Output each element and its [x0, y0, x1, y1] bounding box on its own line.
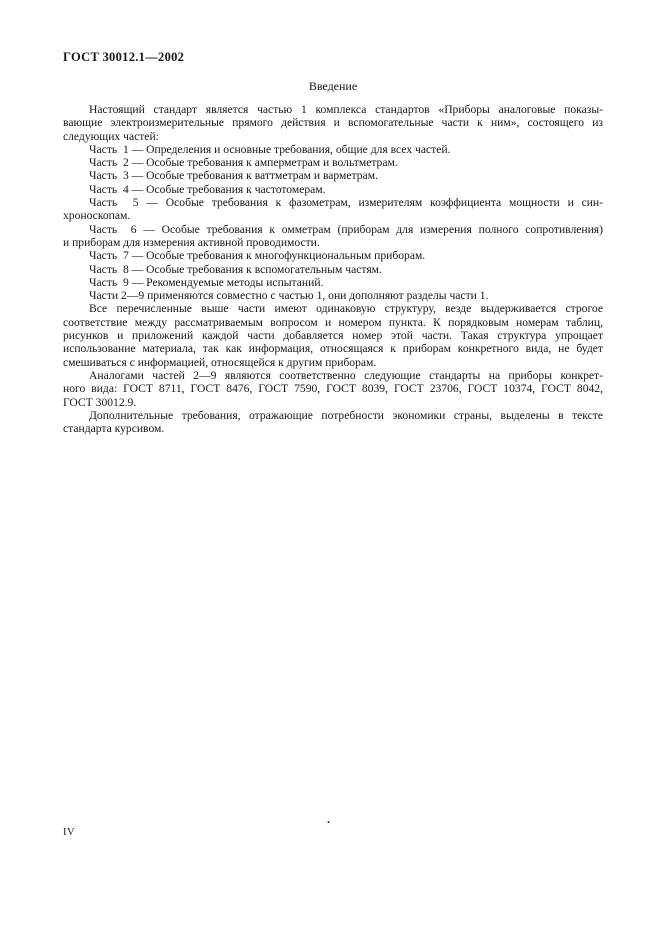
text-line: стандарта курсивом. — [63, 422, 165, 436]
text-line: рисунков и приложений каждой части добавляется номер этой части. Такая структура упрощает — [63, 329, 603, 343]
paragraph — [63, 103, 603, 143]
text-line: Часть 8 — Особые требования к вспомогательным частям. — [89, 262, 382, 276]
paragraph — [63, 156, 603, 169]
text-line: Настоящий стандарт является частью 1 комплекса стандартов «Приборы аналоговые показы- — [89, 103, 603, 116]
text-line: Часть 4 — Особые требования к частотомерам. — [89, 182, 326, 196]
paragraph — [63, 223, 603, 250]
text-line: Часть 5 — Особые требования к фазометрам, измерителям коэффициента мощности и син- — [89, 196, 603, 210]
text-line: Часть 7 — Особые требования к многофункциональным приборам. — [89, 249, 426, 263]
text-line: ГОСТ 30012.9. — [63, 395, 137, 409]
paragraph — [63, 302, 603, 368]
text-line: Аналогами частей 2—9 являются соответственно следующие стандарты на приборы конкрет- — [89, 368, 603, 382]
document-body — [63, 103, 603, 435]
text-line: Часть 9 — Рекомендуемые методы испытаний. — [89, 275, 324, 289]
paragraph — [63, 369, 603, 409]
text-line: и приборам для измерения активной проводимости. — [63, 235, 320, 249]
paragraph — [63, 276, 603, 289]
page-number: IV — [63, 827, 76, 838]
paragraph — [63, 249, 603, 262]
text-line: вающие электроизмерительные прямого действия и вспомогательные части к ним», состоящего из — [63, 116, 603, 130]
text-line: Часть 2 — Особые требования к амперметрам и вольтметрам. — [89, 156, 398, 170]
paragraph — [63, 196, 603, 223]
text-line: смешиваться с информацией, относящейся к другим приборам. — [63, 355, 377, 369]
text-line: Часть 1 — Определения и основные требования, общие для всех частей. — [89, 142, 451, 156]
text-line: Часть 6 — Особые требования к омметрам (приборам для измерения полного сопротивления) — [89, 222, 603, 236]
text-line: Все перечисленные выше части имеют одинаковую структуру, везде выдерживается строгое — [89, 302, 603, 316]
text-line: Часть 3 — Особые требования к ваттметрам и варметрам. — [89, 169, 378, 183]
text-line: соответствие между рассматриваемым вопросом и номером пункта. К порядковым номерам таблиц, — [63, 315, 603, 329]
text-line: следующих частей: — [63, 129, 159, 143]
paragraph — [63, 169, 603, 182]
paragraph — [63, 183, 603, 196]
text-line: использование материала, так как информация, относящаяся к приборам конкретного вида, не будет — [63, 342, 603, 356]
paragraph — [63, 143, 603, 156]
text-line: ного вида: ГОСТ 8711, ГОСТ 8476, ГОСТ 7590, ГОСТ 8039, ГОСТ 23706, ГОСТ 10374, ГОСТ 8042, — [63, 382, 603, 396]
stray-dot-mark: . — [327, 812, 330, 826]
section-title: Введение — [308, 79, 358, 93]
paragraph — [63, 409, 603, 436]
paragraph — [63, 289, 603, 302]
document-header: ГОСТ 30012.1—2002 — [63, 50, 185, 64]
text-line: хроноскопам. — [63, 209, 131, 223]
text-line: Дополнительные требования, отражающие потребности экономики страны, выделены в тексте — [89, 408, 603, 422]
paragraph — [63, 263, 603, 276]
text-line: Части 2—9 применяются совместно с частью 1, они дополняют разделы части 1. — [89, 289, 489, 303]
